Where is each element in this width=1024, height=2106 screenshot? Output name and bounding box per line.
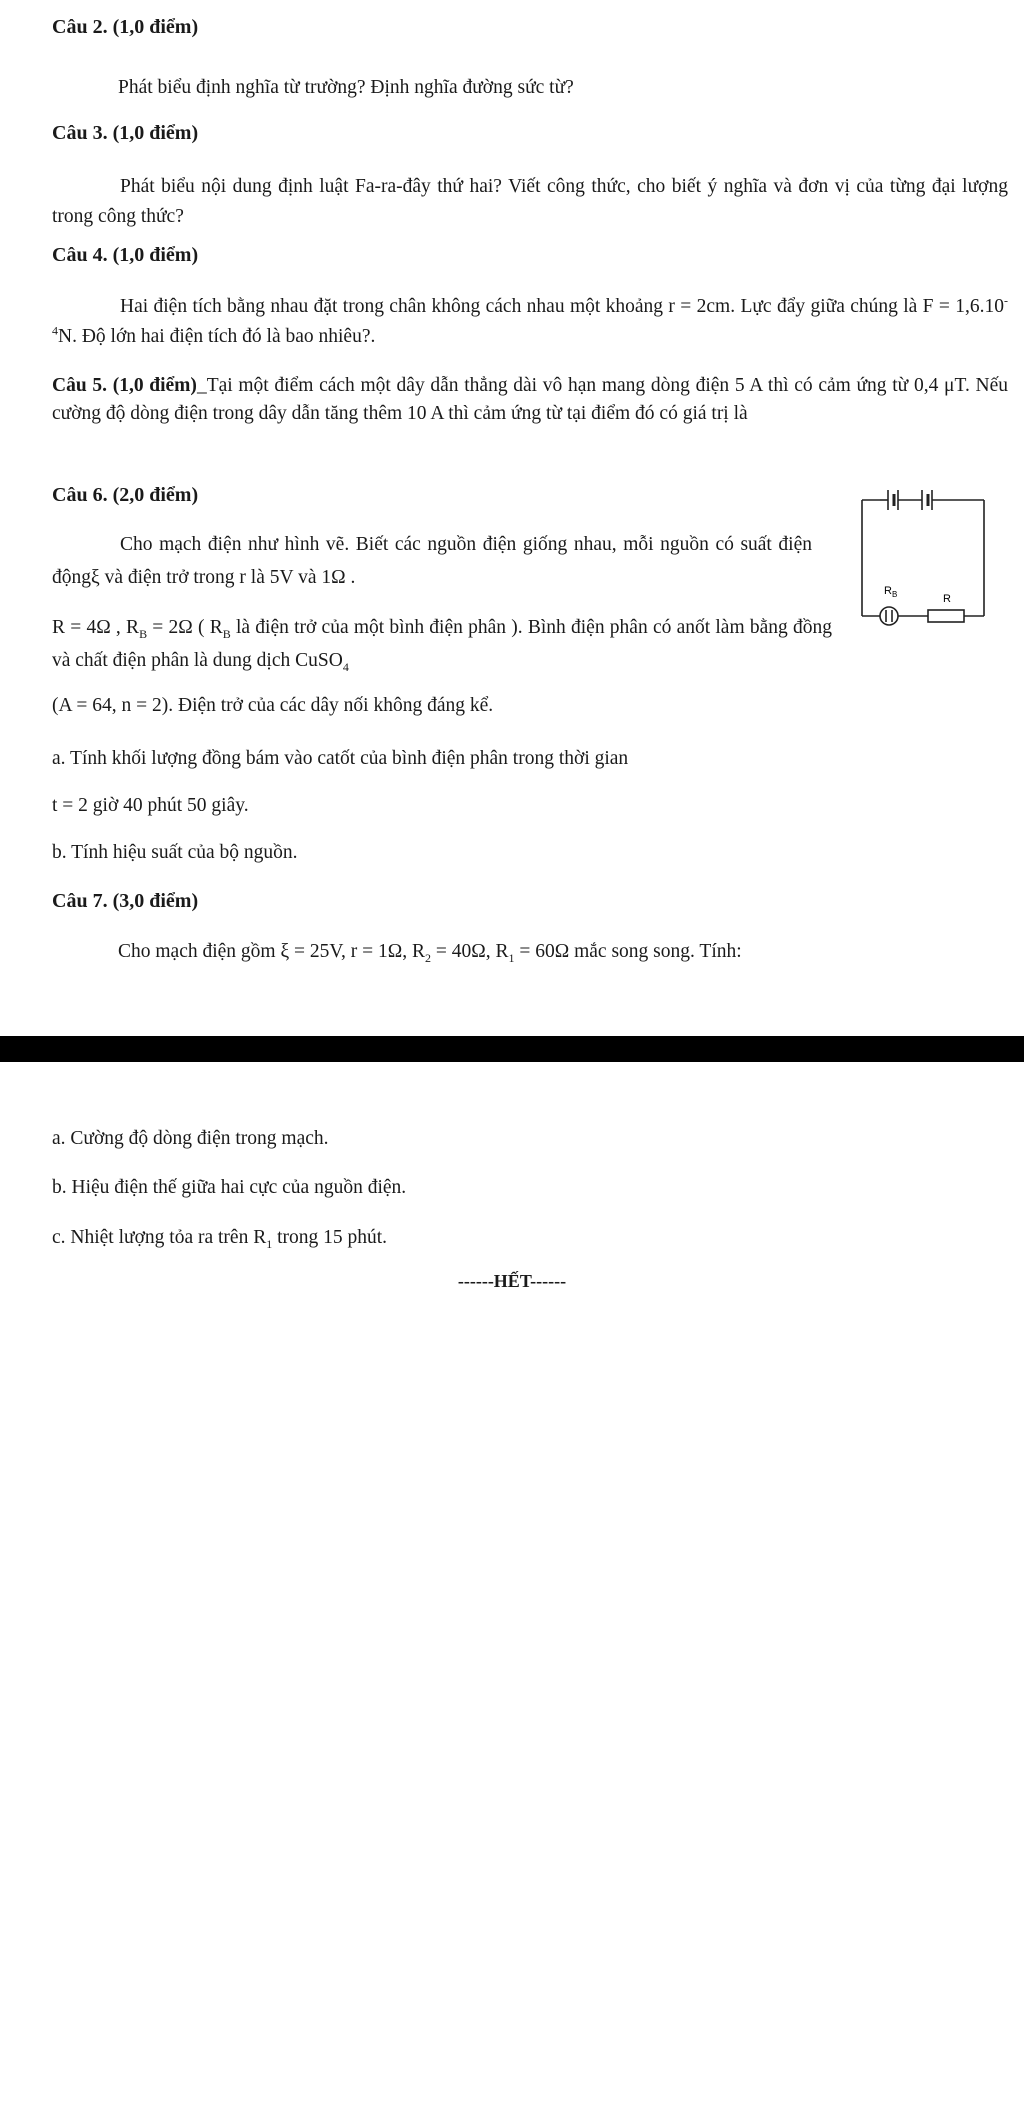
q6-constants: (A = 64, n = 2). Điện trở của các dây nối không đáng kể. bbox=[52, 695, 494, 716]
q5-heading: Câu 5. (1,0 điểm) bbox=[52, 375, 197, 396]
end-mark: ------HẾT------ bbox=[457, 1271, 567, 1291]
electrolytic-cell-icon bbox=[880, 607, 898, 625]
q5-text: Câu 5. (1,0 điểm)_Tại một điểm cách một dây dẫn thẳng dài vô hạn mang dòng điện 5 A thì có cảm ứng từ 0,4 μT. Nếu cường độ dòng điện trong dây dẫn tăng thêm 10 A thì cảm ứng từ tại điểm đó có giá trị là bbox=[52, 375, 1009, 424]
q6-values: R = 4Ω , $R_B = 2\Omega$ ( $R_B$ là điện trở của một bình điện phân ). Bình điện phân có anốt làm bằng đồng và chất điện phân là dung dịch CuSO$_4$ bbox=[52, 617, 832, 674]
q2-heading: Câu 2. (1,0 điểm) bbox=[52, 16, 199, 38]
q2-text: Phát biểu định nghĩa từ trường? Định nghĩa đường sức từ? bbox=[118, 77, 574, 98]
resistor-icon bbox=[928, 610, 964, 622]
q6-time: t = 2 giờ 40 phút 50 giây. bbox=[52, 795, 249, 816]
circuit-label-r: R bbox=[943, 593, 951, 605]
circuit-label-rb: $R_B$ bbox=[884, 585, 898, 599]
q6-heading: Câu 6. (2,0 điểm) bbox=[52, 484, 199, 506]
q7-part-c: c. Nhiệt lượng tỏa ra trên $R_1$ trong 15 phút. bbox=[52, 1227, 388, 1251]
q7-intro: Cho mạch điện gồm ξ = 25V, r = 1Ω, $R_2 = 40\Omega$, $R_1 = 60\Omega$ mắc song song. Tính: bbox=[118, 941, 742, 965]
q3-text: Phát biểu nội dung định luật Fa-ra-đây thứ hai? Viết công thức, cho biết ý nghĩa và đơn vị của từng đại lượng trong công thức? bbox=[52, 176, 1008, 227]
q6-part-b: b. Tính hiệu suất của bộ nguồn. bbox=[52, 842, 298, 863]
q4-text: Hai điện tích bằng nhau đặt trong chân không cách nhau một khoảng r = 2cm. Lực đẩy giữa chúng là $F = 1,6.10^{-4}N$. Độ lớn hai điện tích đó là bao nhiêu?. bbox=[52, 293, 1008, 347]
q7-heading: Câu 7. (3,0 điểm) bbox=[52, 890, 199, 912]
q3-heading: Câu 3. (1,0 điểm) bbox=[52, 122, 199, 144]
q7-part-a: a. Cường độ dòng điện trong mạch. bbox=[52, 1128, 329, 1149]
q7-part-b: b. Hiệu điện thế giữa hai cực của nguồn điện. bbox=[52, 1177, 407, 1198]
q4-heading: Câu 4. (1,0 điểm) bbox=[52, 244, 199, 266]
q6-part-a: a. Tính khối lượng đồng bám vào catốt của bình điện phân trong thời gian bbox=[52, 748, 629, 769]
black-divider-bar bbox=[0, 1036, 1024, 1062]
q6-intro: Cho mạch điện như hình vẽ. Biết các nguồn điện giống nhau, mỗi nguồn có suất điện độngξ và điện trở trong r là 5V và 1Ω . bbox=[52, 534, 812, 588]
circuit-diagram bbox=[860, 488, 986, 636]
